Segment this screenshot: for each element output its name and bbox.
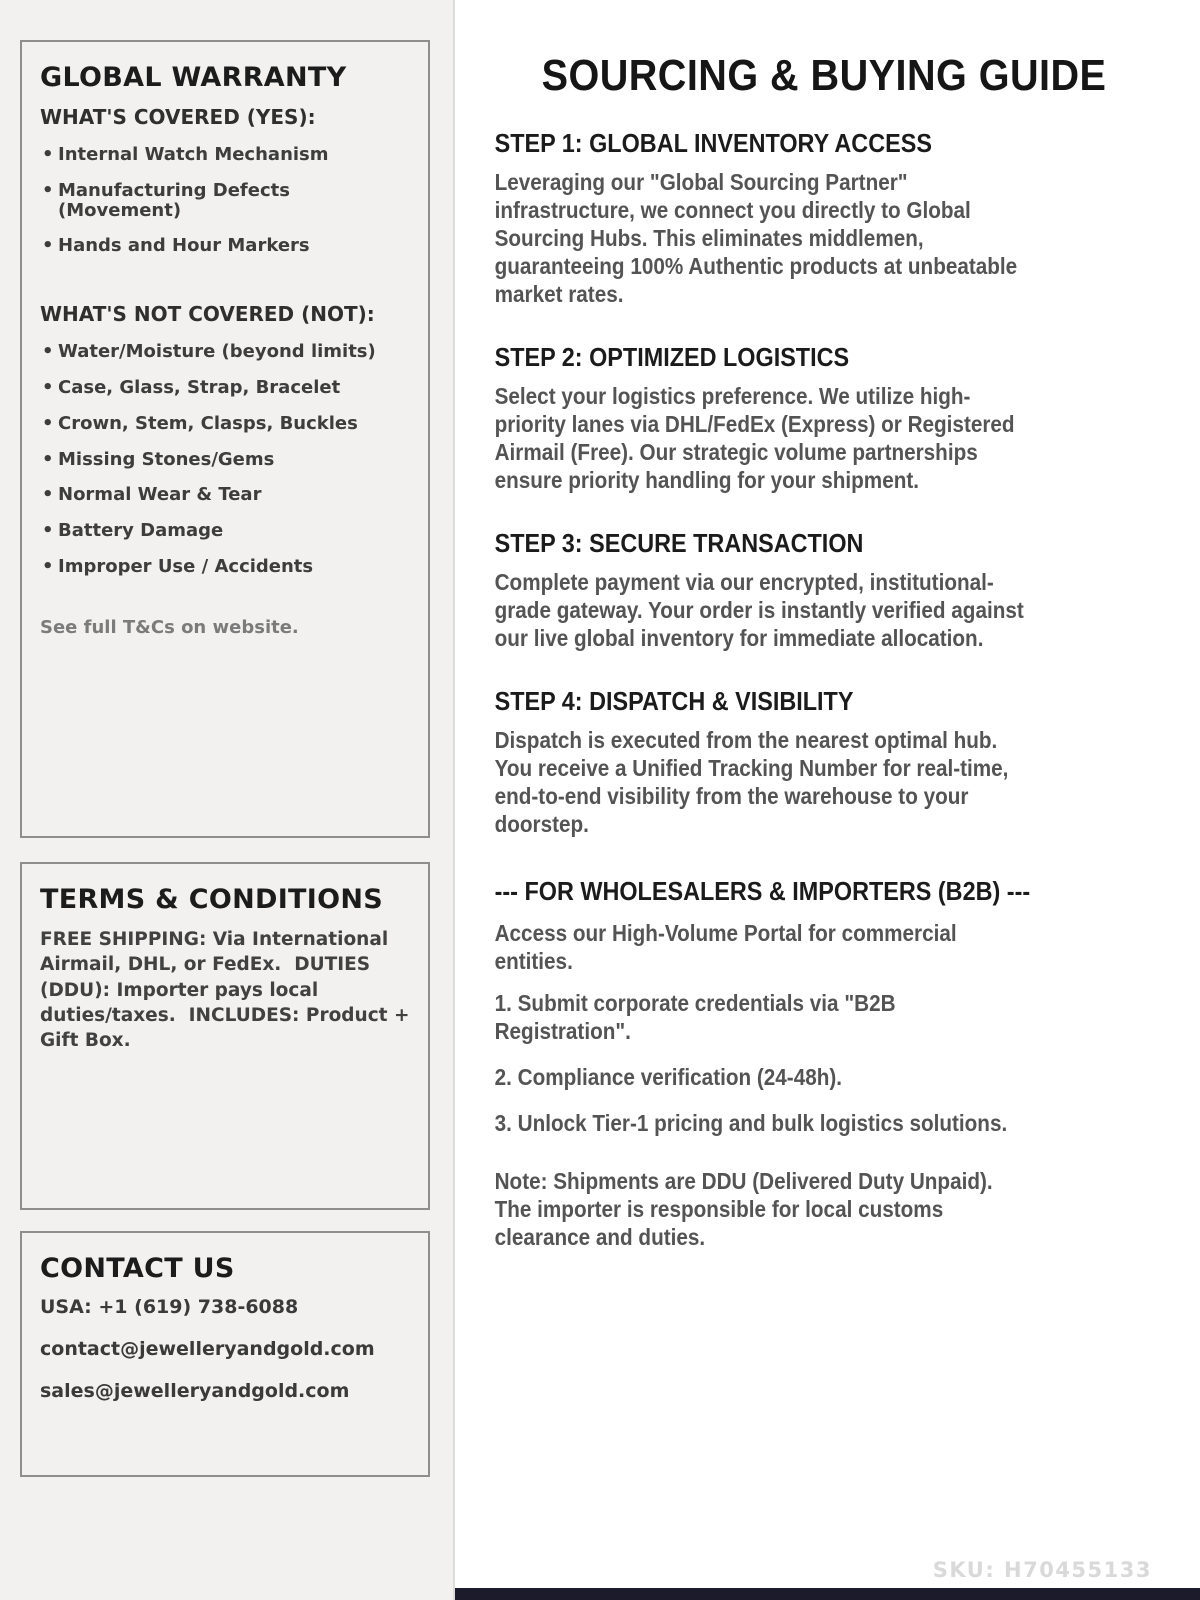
b2b-intro: Access our High-Volume Portal for commercial entities.	[494, 920, 957, 975]
footer-bar	[455, 1588, 1200, 1600]
step-3-body: Complete payment via our encrypted, institutional-grade gateway. Your order is instantly verified against our live global inventory for immediate allocation.	[494, 569, 1024, 652]
sku-label: SKU: H70455133	[932, 1558, 1152, 1582]
covered-heading: WHAT'S COVERED (YES):	[40, 105, 316, 129]
sidebar	[0, 0, 455, 1600]
not-covered-item: • Missing Stones/Gems	[40, 450, 410, 470]
terms-panel-title: TERMS & CONDITIONS	[40, 884, 383, 915]
step-section-2	[495, 342, 1154, 494]
not-covered-item: • Crown, Stem, Clasps, Buckles	[40, 414, 410, 434]
main-content	[455, 0, 1200, 1600]
not-covered-item: • Water/Moisture (beyond limits)	[40, 342, 410, 362]
step-section-3	[495, 528, 1154, 652]
contact-phone: USA: +1 (619) 738-6088	[40, 1296, 299, 1318]
b2b-section	[495, 876, 1154, 1251]
b2b-item-1: 1. Submit corporate credentials via "B2B Registration".	[494, 990, 896, 1045]
warranty-footnote: See full T&Cs on website.	[40, 616, 299, 638]
covered-item: • Hands and Hour Markers	[40, 236, 410, 256]
step-4-body: Dispatch is executed from the nearest optimal hub. You receive a Unified Tracking Number for real-time, end-to-end visibility from the warehouse to your doorstep.	[494, 727, 1009, 838]
step-section-1	[495, 128, 1154, 308]
contact-email-primary: contact@jewelleryandgold.com	[40, 1338, 375, 1360]
terms-body: FREE SHIPPING: Via International Airmail, DHL, or FedEx. DUTIES (DDU): Importer pays local duties/taxes. INCLUDES: Product + Gift Box.	[40, 929, 416, 1052]
global-warranty-panel	[20, 40, 430, 838]
contact-panel-title: CONTACT US	[40, 1253, 235, 1284]
b2b-item-3: 3. Unlock Tier-1 pricing and bulk logistics solutions.	[494, 1110, 1008, 1137]
step-section-4	[495, 686, 1154, 838]
warranty-panel-title: GLOBAL WARRANTY	[40, 62, 347, 93]
step-1-heading: STEP 1: GLOBAL INVENTORY ACCESS	[494, 128, 932, 159]
page-title: SOURCING & BUYING GUIDE	[541, 51, 1107, 100]
not-covered-item: • Improper Use / Accidents	[40, 557, 410, 577]
step-2-body: Select your logistics preference. We utilize high-priority lanes via DHL/FedEx (Express) or Registered Airmail (Free). Our strategic volume partnerships ensure priority handling for your shipment.	[494, 383, 1015, 494]
not-covered-item: • Battery Damage	[40, 521, 410, 541]
not-covered-heading: WHAT'S NOT COVERED (NOT):	[40, 302, 375, 327]
not-covered-item: • Normal Wear & Tear	[40, 485, 410, 505]
step-4-heading: STEP 4: DISPATCH & VISIBILITY	[494, 686, 854, 717]
terms-conditions-panel	[20, 862, 430, 1210]
contact-email-sales: sales@jewelleryandgold.com	[40, 1380, 350, 1402]
covered-item: • Internal Watch Mechanism	[40, 145, 410, 165]
b2b-heading: --- FOR WHOLESALERS & IMPORTERS (B2B) ---	[494, 876, 1031, 907]
step-1-body: Leveraging our "Global Sourcing Partner" infrastructure, we connect you directly to Global Sourcing Hubs. This eliminates middlemen, guaranteeing 100% Authentic products at unbeatable market rates.	[494, 169, 1018, 308]
guide-content	[455, 52, 1200, 1251]
not-covered-item: • Case, Glass, Strap, Bracelet	[40, 378, 410, 398]
covered-item: • Manufacturing Defects (Movement)	[40, 181, 410, 221]
step-3-heading: STEP 3: SECURE TRANSACTION	[494, 528, 864, 559]
step-2-heading: STEP 2: OPTIMIZED LOGISTICS	[494, 342, 850, 373]
contact-us-panel	[20, 1231, 430, 1477]
b2b-note: Note: Shipments are DDU (Delivered Duty Unpaid). The importer is responsible for local customs clearance and duties.	[494, 1168, 993, 1251]
b2b-item-2: 2. Compliance verification (24-48h).	[494, 1064, 843, 1091]
